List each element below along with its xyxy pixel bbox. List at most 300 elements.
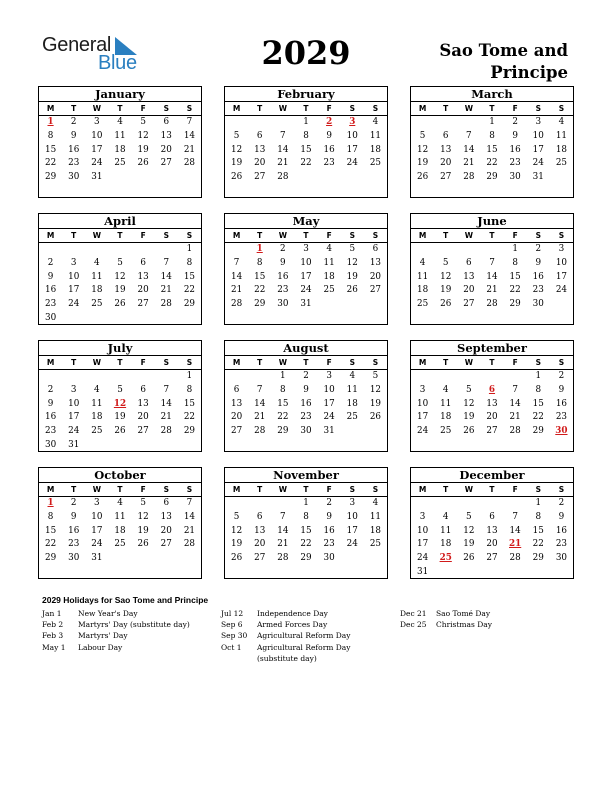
day-cell: 3 — [419, 511, 426, 522]
day-cell: 14 — [160, 398, 172, 409]
day-cell: 15 — [300, 144, 312, 155]
empty-day-cell — [411, 497, 434, 511]
day-cell: 25 — [346, 412, 358, 423]
week-row — [225, 384, 387, 398]
day-cell: 4 — [372, 117, 379, 127]
day-cell: 13 — [137, 271, 149, 282]
day-cell: 29 — [277, 426, 289, 437]
day-cell: 2 — [70, 117, 77, 127]
week-row — [225, 116, 387, 130]
day-cell: 25 — [114, 539, 126, 550]
day-cell: 29 — [486, 172, 498, 183]
day-cell: 19 — [137, 144, 149, 155]
month-title: February — [225, 87, 387, 102]
day-cell: 28 — [509, 553, 521, 564]
day-cell: 20 — [137, 412, 149, 423]
weekday-header: M — [46, 104, 55, 113]
month-december — [410, 467, 574, 579]
month-title: January — [39, 87, 201, 102]
day-cell: 16 — [555, 525, 568, 536]
day-cell: 16 — [44, 412, 57, 423]
day-cell: 13 — [369, 257, 382, 268]
day-cell: 10 — [416, 525, 429, 536]
weekday-header: M — [232, 358, 241, 367]
month-title: September — [411, 341, 573, 356]
day-cell: 23 — [532, 285, 544, 296]
day-cell: 18 — [369, 525, 382, 536]
day-cell: 20 — [160, 525, 172, 536]
holiday-day-cell: 30 — [555, 426, 568, 437]
day-cell: 27 — [486, 553, 498, 564]
day-cell: 15 — [254, 271, 266, 282]
week-row — [411, 144, 573, 158]
empty-day-cell — [178, 552, 201, 566]
day-cell: 29 — [509, 299, 521, 310]
weekday-header: F — [512, 358, 518, 367]
day-cell: 7 — [163, 384, 170, 395]
weekday-header: T — [257, 231, 263, 240]
day-cell: 3 — [326, 371, 332, 381]
day-cell: 9 — [512, 130, 518, 141]
weekday-header: F — [326, 358, 332, 367]
month-january — [38, 86, 202, 198]
weekday-header: T — [71, 358, 77, 367]
day-cell: 27 — [486, 426, 498, 437]
empty-day-cell — [225, 370, 248, 384]
day-cell: 28 — [254, 426, 266, 437]
weekday-header: S — [163, 485, 169, 494]
day-cell: 17 — [532, 144, 544, 155]
day-cell: 20 — [137, 285, 149, 296]
empty-day-cell — [411, 116, 434, 130]
weekday-header: W — [92, 231, 101, 240]
week-row — [39, 384, 201, 398]
day-cell: 21 — [230, 285, 243, 296]
month-may — [224, 213, 388, 325]
month-title: March — [411, 87, 573, 102]
empty-day-cell — [411, 243, 434, 257]
day-cell: 23 — [277, 285, 289, 296]
day-cell: 14 — [254, 398, 266, 409]
day-cell: 17 — [416, 539, 429, 550]
empty-day-cell — [457, 116, 480, 130]
empty-day-cell — [132, 552, 155, 566]
weekday-header: T — [443, 104, 449, 113]
day-cell: 22 — [183, 285, 196, 296]
month-june — [410, 213, 574, 325]
day-cell: 8 — [303, 511, 309, 522]
day-cell: 19 — [346, 271, 358, 282]
weekday-header: M — [46, 358, 55, 367]
day-cell: 29 — [254, 299, 266, 310]
empty-day-cell — [132, 370, 155, 384]
day-cell: 12 — [369, 384, 382, 395]
weekday-header: S — [535, 104, 541, 113]
empty-day-cell — [318, 171, 341, 185]
weekday-header: M — [232, 485, 241, 494]
day-cell: 4 — [117, 117, 123, 127]
holiday-name: Martyrs' Day — [78, 631, 128, 641]
day-cell: 25 — [91, 299, 103, 310]
day-cell: 15 — [300, 525, 312, 536]
day-cell: 26 — [230, 553, 243, 564]
logo-word-general: General — [42, 34, 112, 56]
day-cell: 24 — [346, 539, 358, 550]
empty-day-cell — [480, 566, 503, 580]
empty-day-cell — [411, 370, 434, 384]
week-row — [225, 243, 387, 257]
week-row — [225, 271, 387, 285]
day-cell: 17 — [68, 285, 80, 296]
week-row — [225, 298, 387, 312]
day-cell: 2 — [558, 498, 565, 508]
day-cell: 24 — [91, 539, 103, 550]
weekday-header-row — [225, 229, 387, 243]
day-cell: 19 — [114, 285, 126, 296]
day-cell: 4 — [442, 511, 449, 522]
weekday-header: S — [186, 231, 193, 240]
empty-day-cell — [364, 425, 387, 439]
empty-day-cell — [39, 370, 62, 384]
week-row — [411, 257, 573, 271]
empty-day-cell — [62, 370, 85, 384]
week-row — [39, 257, 201, 271]
day-cell: 17 — [68, 412, 80, 423]
day-cell: 28 — [183, 539, 196, 550]
day-cell: 16 — [555, 398, 568, 409]
weekday-header: W — [92, 104, 101, 113]
day-cell: 11 — [346, 384, 358, 395]
day-cell: 6 — [163, 498, 170, 508]
day-cell: 12 — [230, 525, 243, 536]
day-cell: 4 — [117, 498, 123, 508]
holiday-day-cell: 21 — [509, 539, 522, 550]
holiday-date: Oct 1 — [221, 642, 242, 652]
week-row — [411, 511, 573, 525]
weekday-header: T — [303, 104, 309, 113]
weekday-header-row — [39, 102, 201, 116]
holiday-day-cell: 12 — [113, 398, 127, 409]
day-cell: 25 — [555, 158, 568, 169]
weekday-header: S — [372, 231, 379, 240]
day-cell: 21 — [277, 158, 289, 169]
day-cell: 18 — [440, 412, 452, 423]
weekday-header: M — [418, 231, 427, 240]
day-cell: 4 — [442, 384, 449, 395]
weekday-header: M — [418, 104, 427, 113]
week-row — [225, 525, 387, 539]
weekday-header-row — [225, 102, 387, 116]
week-row — [225, 398, 387, 412]
week-row — [225, 171, 387, 185]
day-cell: 24 — [323, 412, 335, 423]
day-cell: 6 — [256, 511, 263, 522]
holiday-day-cell: 1 — [47, 498, 54, 508]
empty-day-cell — [132, 243, 155, 257]
weekday-header: S — [558, 485, 565, 494]
day-cell: 17 — [416, 412, 429, 423]
week-row — [39, 243, 201, 257]
day-cell: 11 — [369, 130, 382, 141]
day-cell: 8 — [47, 130, 54, 141]
day-cell: 18 — [91, 285, 103, 296]
day-cell: 20 — [463, 285, 475, 296]
day-cell: 8 — [535, 384, 542, 395]
day-cell: 26 — [114, 426, 126, 437]
day-cell: 28 — [160, 299, 172, 310]
week-row — [411, 384, 573, 398]
day-cell: 5 — [233, 130, 240, 141]
day-cell: 26 — [114, 299, 126, 310]
day-cell: 20 — [486, 412, 498, 423]
day-cell: 13 — [440, 144, 452, 155]
empty-day-cell — [155, 243, 178, 257]
day-cell: 3 — [94, 117, 100, 127]
empty-day-cell — [132, 439, 155, 453]
day-cell: 16 — [68, 525, 80, 536]
day-cell: 16 — [68, 144, 80, 155]
day-cell: 18 — [91, 412, 103, 423]
country-title: Sao Tome and Principe — [439, 41, 568, 82]
day-cell: 26 — [230, 172, 243, 183]
holiday-item — [400, 608, 570, 619]
weekday-header: W — [464, 231, 473, 240]
weekday-header: M — [46, 231, 55, 240]
day-cell: 23 — [44, 426, 57, 437]
day-cell: 2 — [303, 371, 309, 381]
weekday-header: W — [278, 104, 287, 113]
day-cell: 29 — [532, 553, 544, 564]
weekday-header: F — [140, 231, 146, 240]
weekday-header: F — [140, 104, 146, 113]
day-cell: 22 — [300, 539, 312, 550]
weekday-header: T — [117, 231, 123, 240]
day-cell: 15 — [44, 144, 57, 155]
day-cell: 23 — [44, 299, 57, 310]
week-row — [225, 425, 387, 439]
holidays-column — [221, 608, 391, 664]
day-cell: 27 — [137, 426, 149, 437]
day-cell: 8 — [303, 130, 309, 141]
day-cell: 13 — [254, 525, 266, 536]
holidays-list-title: 2029 Holidays for Sao Tome and Principe — [42, 595, 209, 605]
day-cell: 4 — [94, 257, 100, 268]
day-cell: 7 — [280, 511, 286, 522]
day-cell: 7 — [280, 130, 286, 141]
day-cell: 9 — [280, 257, 286, 268]
day-cell: 22 — [254, 285, 266, 296]
holiday-day-cell: 1 — [47, 117, 54, 127]
day-cell: 19 — [440, 285, 452, 296]
empty-day-cell — [271, 116, 294, 130]
day-cell: 22 — [44, 158, 57, 169]
week-row — [39, 538, 201, 552]
weekday-header: T — [443, 485, 449, 494]
day-cell: 11 — [440, 398, 452, 409]
week-row — [39, 116, 201, 130]
day-cell: 14 — [277, 144, 289, 155]
weekday-header: S — [163, 358, 169, 367]
holiday-date: Dec 25 — [400, 620, 427, 630]
day-cell: 6 — [140, 257, 146, 268]
weekday-header: T — [257, 358, 263, 367]
day-cell: 14 — [183, 130, 196, 141]
empty-day-cell — [434, 243, 457, 257]
day-cell: 16 — [323, 525, 335, 536]
day-cell: 8 — [489, 130, 495, 141]
month-august — [224, 340, 388, 452]
empty-day-cell — [132, 171, 155, 185]
day-cell: 19 — [369, 398, 382, 409]
empty-day-cell — [457, 243, 480, 257]
week-row — [39, 157, 201, 171]
day-cell: 21 — [160, 285, 172, 296]
day-cell: 23 — [300, 412, 312, 423]
day-cell: 24 — [416, 553, 429, 564]
day-cell: 24 — [346, 158, 358, 169]
day-cell: 27 — [137, 299, 149, 310]
day-cell: 28 — [463, 172, 475, 183]
weekday-header: W — [278, 358, 287, 367]
day-cell: 9 — [558, 384, 565, 395]
day-cell: 12 — [114, 271, 126, 282]
week-row — [225, 157, 387, 171]
day-cell: 5 — [117, 384, 123, 395]
week-row — [411, 411, 573, 425]
day-cell: 27 — [440, 172, 452, 183]
week-row — [39, 525, 201, 539]
day-cell: 23 — [509, 158, 521, 169]
day-cell: 23 — [555, 412, 568, 423]
weekday-header: S — [349, 358, 355, 367]
day-cell: 9 — [535, 257, 542, 268]
day-cell: 3 — [70, 257, 77, 268]
day-cell: 31 — [91, 172, 103, 183]
empty-day-cell — [504, 566, 527, 580]
week-row — [411, 171, 573, 185]
day-cell: 17 — [555, 271, 568, 282]
day-cell: 7 — [233, 257, 240, 268]
day-cell: 28 — [486, 299, 498, 310]
weekday-header: W — [278, 231, 287, 240]
day-cell: 19 — [114, 412, 126, 423]
day-cell: 6 — [466, 257, 472, 268]
month-title: October — [39, 468, 201, 483]
empty-day-cell — [85, 370, 108, 384]
weekday-header: F — [140, 358, 146, 367]
week-row — [411, 298, 573, 312]
holiday-name: Christmas Day — [436, 620, 492, 630]
day-cell: 6 — [442, 130, 449, 141]
day-cell: 5 — [419, 130, 426, 141]
holiday-day-cell: 25 — [439, 553, 452, 564]
day-cell: 18 — [369, 144, 382, 155]
day-cell: 4 — [349, 371, 356, 381]
day-cell: 28 — [160, 426, 172, 437]
weekday-header: F — [140, 485, 146, 494]
day-cell: 22 — [532, 539, 544, 550]
day-cell: 10 — [68, 398, 80, 409]
empty-day-cell — [341, 171, 364, 185]
day-cell: 9 — [70, 511, 77, 522]
weekday-header: M — [232, 231, 241, 240]
holiday-date: Feb 3 — [42, 631, 64, 641]
day-cell: 26 — [137, 539, 149, 550]
day-cell: 24 — [416, 426, 429, 437]
week-row — [411, 425, 573, 439]
day-cell: 19 — [137, 525, 149, 536]
day-cell: 17 — [346, 144, 358, 155]
day-cell: 7 — [256, 384, 263, 395]
day-cell: 12 — [463, 398, 475, 409]
holiday-item — [400, 619, 570, 630]
day-cell: 22 — [300, 158, 312, 169]
empty-day-cell — [108, 552, 131, 566]
day-cell: 24 — [532, 158, 544, 169]
holiday-item — [42, 619, 212, 630]
empty-day-cell — [155, 552, 178, 566]
week-row — [39, 144, 201, 158]
empty-day-cell — [341, 425, 364, 439]
empty-day-cell — [527, 566, 550, 580]
day-cell: 16 — [300, 398, 312, 409]
day-cell: 14 — [463, 144, 475, 155]
day-cell: 14 — [486, 271, 498, 282]
empty-day-cell — [480, 370, 503, 384]
day-cell: 26 — [440, 299, 452, 310]
calendar-year-title: 2029 — [261, 34, 351, 72]
weekday-header: F — [326, 104, 332, 113]
empty-day-cell — [108, 171, 131, 185]
weekday-header: T — [443, 231, 449, 240]
weekday-header: F — [512, 104, 518, 113]
empty-day-cell — [480, 497, 503, 511]
day-cell: 30 — [532, 299, 544, 310]
empty-day-cell — [364, 171, 387, 185]
day-cell: 29 — [44, 553, 57, 564]
weekday-header: T — [489, 485, 495, 494]
day-cell: 22 — [277, 412, 289, 423]
day-cell: 5 — [117, 257, 123, 268]
holidays-column — [400, 608, 570, 630]
day-cell: 18 — [114, 144, 126, 155]
weekday-header-row — [411, 483, 573, 497]
day-cell: 22 — [44, 539, 57, 550]
week-row — [225, 511, 387, 525]
empty-day-cell — [62, 243, 85, 257]
day-cell: 12 — [346, 257, 358, 268]
day-cell: 25 — [440, 426, 452, 437]
weekday-header: W — [92, 485, 101, 494]
day-cell: 30 — [68, 553, 80, 564]
day-cell: 15 — [532, 525, 544, 536]
day-cell: 3 — [94, 498, 100, 508]
day-cell: 15 — [532, 398, 544, 409]
weekday-header-row — [411, 356, 573, 370]
empty-day-cell — [504, 370, 527, 384]
day-cell: 17 — [91, 144, 103, 155]
day-cell: 31 — [416, 566, 429, 577]
day-cell: 17 — [323, 398, 335, 409]
day-cell: 11 — [114, 511, 126, 522]
day-cell: 25 — [416, 299, 429, 310]
day-cell: 9 — [47, 271, 54, 282]
day-cell: 12 — [137, 130, 149, 141]
day-cell: 30 — [509, 172, 521, 183]
weekday-header: T — [303, 358, 309, 367]
day-cell: 23 — [68, 158, 80, 169]
day-cell: 1 — [535, 498, 542, 508]
